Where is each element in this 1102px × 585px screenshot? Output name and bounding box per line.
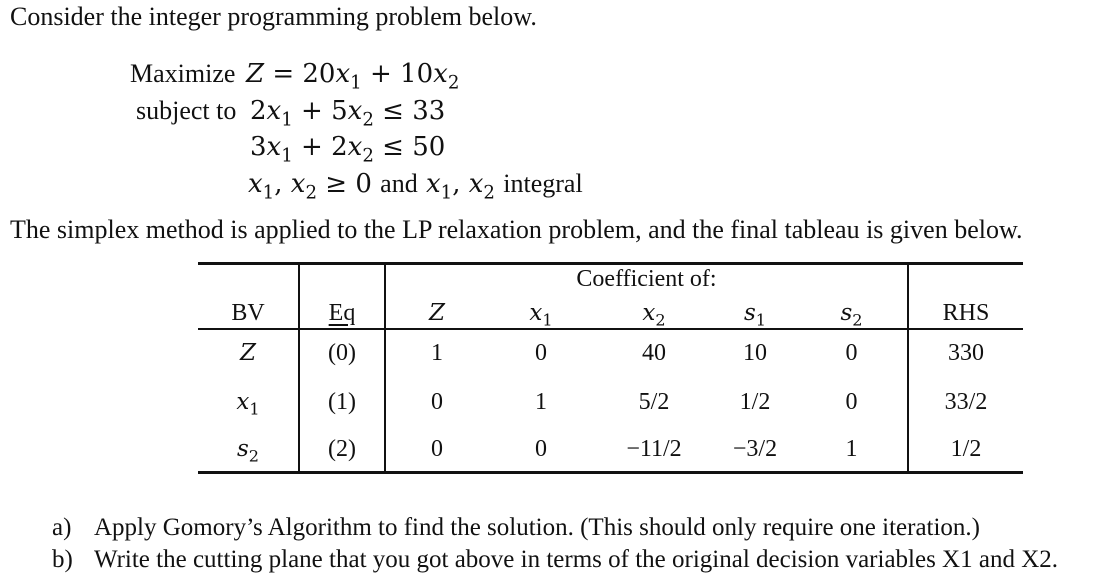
c1-rhs: ≤ 33 [373,96,446,126]
c1-coef-a: 2 [250,96,267,126]
nn-x2: x [290,169,306,199]
row1-x1: 1 [535,389,547,415]
row0-z: 1 [431,340,443,366]
header-s2-var: s [840,300,853,326]
header-rhs: RHS [942,300,990,326]
row2-x2: −11/2 [626,436,682,462]
c1-x2: x [347,96,363,126]
row2-bv-sub: 2 [248,446,260,466]
objective-plus-coef: + 10 [361,59,434,89]
nn-x1: x [248,169,263,199]
int-x1: x [425,169,441,199]
row1-s2: 0 [845,389,858,415]
c2-coef-b: + 2 [292,132,348,162]
header-s1-var: s [743,300,756,326]
int-x2-sub: 2 [483,182,495,204]
question-b-text: Write the cutting plane that you got above in terms of the original decision variables X1 and X2. [94,546,1059,573]
c2-x1-sub: 1 [281,145,293,167]
coef-header: Coefficient of: [576,266,717,292]
nn-and: and [380,169,418,198]
maximize-label: Maximize [130,59,236,88]
row0-rhs: 330 [948,340,984,366]
row2-s2: 1 [845,436,858,462]
row0-s1: 10 [743,340,767,366]
header-eq [300,300,384,327]
int-x1-sub: 1 [440,182,453,204]
nonnegativity-constraint [248,169,583,204]
header-x2 [594,300,714,330]
row1-eq: (1) [328,389,356,415]
row1-bv-var: x [236,389,250,415]
c1-x1-sub: 1 [281,109,293,131]
row1-bv [198,389,298,419]
intro-text: Consider the integer programming problem below. [10,2,537,31]
c2-x1: x [266,132,282,162]
row1-bv-sub: 1 [249,399,260,419]
int-comma: , [452,169,469,199]
header-x1-var: x [529,300,543,326]
nn-x2-sub: 2 [305,182,318,204]
constraint-1 [250,96,446,131]
objective-z: Z [246,59,265,89]
row0-s2: 0 [845,340,858,366]
c1-x1: x [266,96,282,126]
nn-x1-sub: 1 [262,182,275,204]
question-a-label: a) [52,514,72,541]
row2-s1: −3/2 [732,436,778,462]
header-s2 [796,300,907,330]
nn-geq: ≥ 0 [317,169,372,199]
c1-x2-sub: 2 [362,109,374,131]
row0-x2: 40 [642,340,666,366]
row1-s1: 1/2 [739,389,771,415]
row0-eq: (0) [328,340,356,366]
row2-rhs: 1/2 [950,436,982,462]
c2-coef-a: 3 [250,132,267,162]
objective-function [246,59,460,94]
header-s2-sub: 2 [852,310,863,330]
header-eq-label: Eq [328,300,356,326]
question-a-text: Apply Gomory’s Algorithm to find the solution. (This should only require one iteration.) [94,514,981,541]
header-x2-sub: 2 [655,310,666,330]
objective-x1: x [335,59,351,89]
row2-bv [198,436,298,466]
header-z: Z [429,300,445,326]
row2-x1: 0 [535,436,547,462]
row2-eq: (2) [328,436,356,462]
int-word: integral [503,169,583,198]
header-x2-var: x [642,300,656,326]
objective-x2-sub: 2 [447,72,460,94]
row1-z: 0 [431,389,443,415]
header-s1-sub: 1 [755,310,767,330]
header-x1 [488,300,594,330]
header-s1 [714,300,796,330]
objective-eq-coef: = 20 [272,59,336,89]
objective-x2: x [433,59,448,89]
row0-x1: 0 [535,340,547,366]
middle-text: The simplex method is applied to the LP relaxation problem, and the final tableau is given below. [10,215,1023,244]
nn-comma: , [274,169,291,199]
table-bottom-rule [198,471,1023,474]
c2-x2: x [347,132,363,162]
row2-bv-var: s [236,436,249,462]
constraint-2 [250,132,446,167]
header-bv: BV [231,300,265,326]
row1-x2: 5/2 [638,389,670,415]
table-header-rule [198,328,1023,330]
row0-bv: Z [240,340,256,366]
row1-rhs: 33/2 [944,389,988,415]
table-top-rule [198,262,1023,265]
int-x2: x [468,169,484,199]
header-x1-sub: 1 [542,310,553,330]
subject-to-label: subject to [136,96,237,125]
c1-coef-b: + 5 [292,96,348,126]
row2-z: 0 [431,436,443,462]
c2-x2-sub: 2 [362,145,374,167]
question-b-label: b) [52,546,73,573]
objective-x1-sub: 1 [350,72,362,94]
c2-rhs: ≤ 50 [373,132,446,162]
